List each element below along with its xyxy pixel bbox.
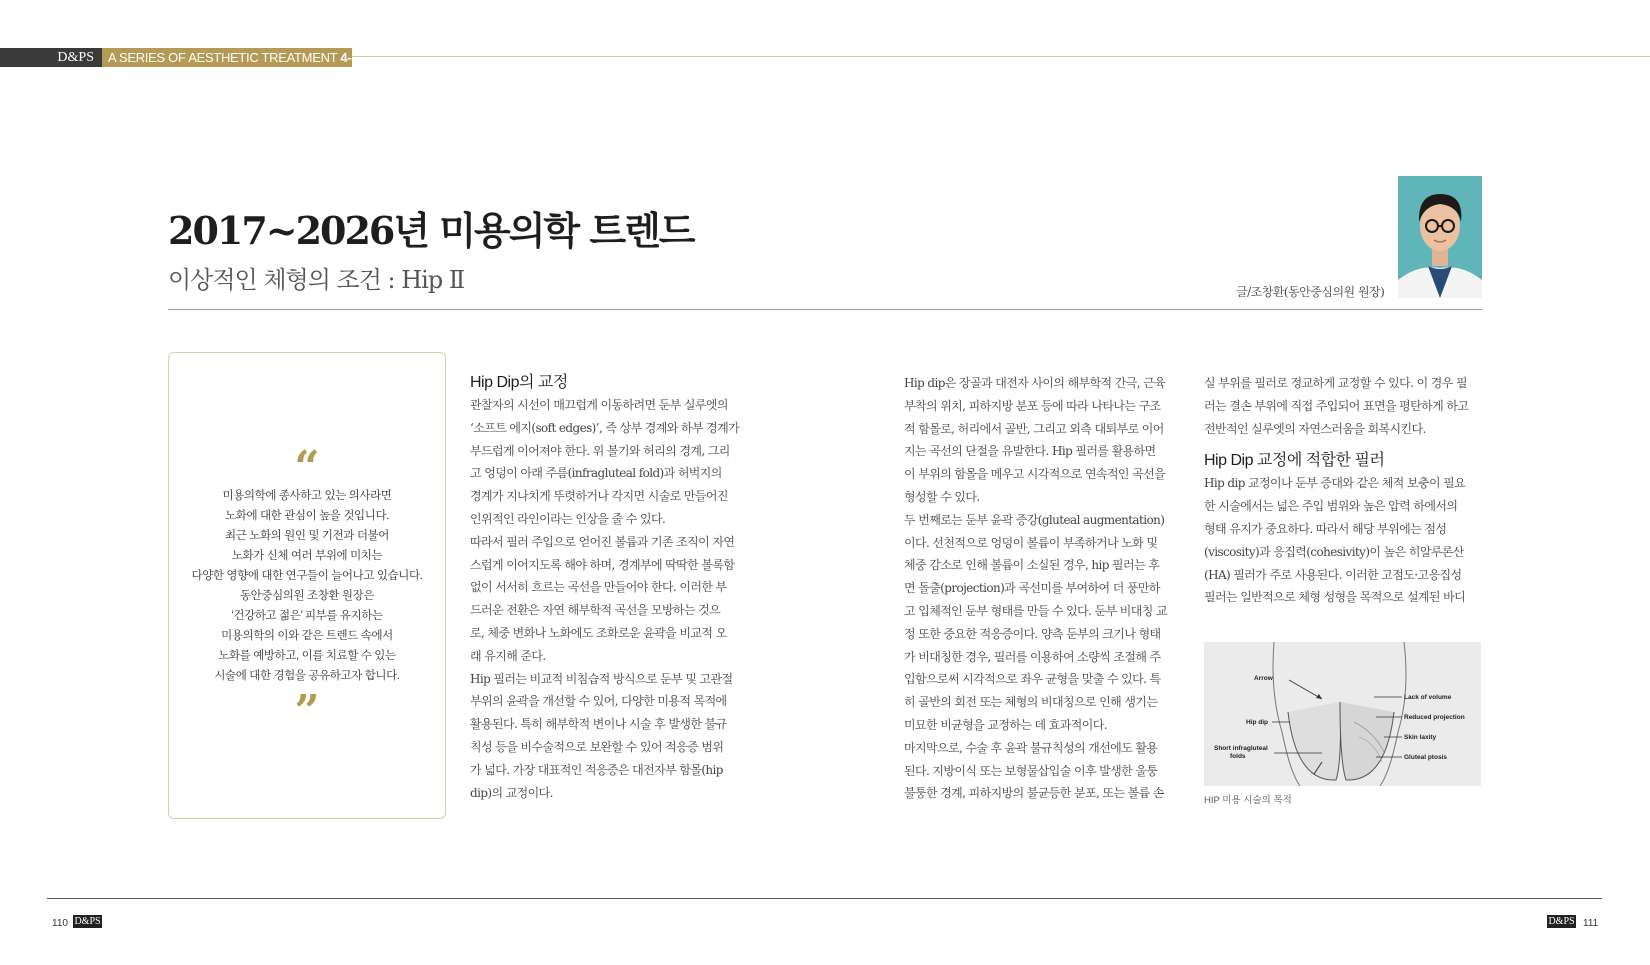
body-line: 부드럽게 이어져야 한다. 위 볼기와 허리의 경계, 그리 (470, 443, 730, 458)
column-3-body-top (1204, 372, 1481, 440)
author-byline: 글/조창환(동안중심의원 원장) (1236, 285, 1385, 299)
body-line: Hip dip 교정이나 둔부 증대와 같은 체적 보충이 필요 (1204, 476, 1466, 491)
page-number-left: 110 (52, 918, 68, 929)
body-line: 없이 서서히 흐르는 곡선을 만들어야 한다. 이러한 부 (470, 580, 727, 595)
body-line: 로, 체중 변화나 노화에도 조화로운 윤곽을 비교적 오 (470, 625, 727, 640)
figure-label-arrow: Arrow (1254, 675, 1273, 682)
author-photo (1398, 176, 1482, 298)
footer-divider (47, 898, 1602, 899)
body-line: ‘소프트 에지(soft edges)’, 즉 상부 경계와 하부 경계가 (470, 420, 740, 435)
body-line: 정 또한 중요한 적응증이다. 양측 둔부의 크기나 형태 (904, 626, 1161, 641)
section-heading-filler: Hip Dip 교정에 적합한 필러 (1204, 452, 1385, 470)
body-line: (HA) 필러가 주로 사용된다. 이러한 고점도·고응집성 (1204, 567, 1462, 582)
body-line: 필러는 일반적으로 체형 성형을 목적으로 설계된 바디 (1204, 590, 1466, 605)
body-line: 된다. 지방이식 또는 보형물삽입술 이후 발생한 울퉁 (904, 763, 1158, 778)
body-line: 형태 유지가 중요하다. 따라서 해당 부위에는 점성 (1204, 521, 1447, 536)
brand-name: D&PS (57, 50, 94, 65)
body-line: 이다. 선천적으로 엉덩이 볼륨이 부족하거나 노화 및 (904, 535, 1158, 550)
close-quote-icon: ” (294, 686, 320, 737)
body-line: 면 돌출(projection)과 곡선미를 부여하여 더 풍만하 (904, 581, 1160, 596)
body-line: 경계가 지나치게 뚜렷하거나 각지면 시술로 만들어진 (470, 489, 728, 504)
series-badge (102, 48, 352, 84)
page-title: 2017~2026년 미용의학 트렌드 (168, 208, 694, 253)
body-line: Hip 필러는 비교적 비침습적 방식으로 둔부 및 고관절 (470, 671, 733, 686)
quote-line: 미용의학의 이와 같은 트렌드 속에서 (221, 630, 393, 642)
quote-line: ‘건강하고 젊은’ 피부를 유지하는 (231, 610, 383, 622)
body-line: 러는 결손 부위에 직접 주입되어 표면을 평탄하게 하고 (1204, 398, 1469, 413)
quote-line: 동안중심의원 조창환 원장은 (239, 590, 375, 602)
figure-label-reduced-projection: Reduced projection (1404, 714, 1465, 721)
body-line: 히 골반의 회전 또는 체형의 비대칭으로 인해 생기는 (904, 695, 1158, 710)
footer-logo-right: D&PS (1548, 916, 1575, 927)
quote-line: 다양한 영향에 대한 연구들이 늘어나고 있습니다. (191, 570, 423, 582)
column-3-body-bottom (1204, 472, 1481, 609)
figure-label-gluteal-ptosis: Gluteal ptosis (1404, 754, 1447, 761)
quote-line: 최근 노화의 원인 및 기전과 더불어 (225, 530, 389, 542)
article-column-1 (470, 372, 747, 804)
body-line: 래 유지해 준다. (470, 648, 546, 663)
body-line: 고 입체적인 둔부 형태를 만들 수 있다. 둔부 비대칭 교 (904, 603, 1167, 618)
quote-line: 노화를 예방하고, 이를 치료할 수 있는 (218, 650, 396, 662)
page-number-right: 111 (1583, 918, 1599, 929)
body-line: 가 넓다. 가장 대표적인 적응증은 대전자부 함몰(hip (470, 762, 723, 777)
body-line: 한 시술에서는 넓은 주입 범위와 높은 압력 하에서의 (1204, 499, 1458, 514)
body-line: 이 부위의 함몰을 메우고 시각적으로 연속적인 곡선을 (904, 467, 1166, 482)
body-line: 따라서 필러 주입으로 얻어진 볼륨과 기존 조직이 자연 (470, 534, 735, 549)
body-line: 고 엉덩이 아래 주름(infragluteal fold)과 허벅지의 (470, 466, 722, 481)
figure-caption: HIP 미용 시술의 목적 (1204, 795, 1292, 806)
brand-badge (0, 48, 102, 67)
footer-logo-left: D&PS (74, 916, 101, 927)
body-line: 칙성 등을 비수술적으로 보완할 수 있어 적응증 범위 (470, 739, 724, 754)
title-divider (168, 309, 1482, 310)
column-1-body (470, 394, 747, 804)
body-line: 적 함몰로, 허리에서 골반, 그리고 외측 대퇴부로 이어 (904, 421, 1164, 436)
header-divider (352, 56, 1650, 57)
series-number: 4-112 (108, 50, 352, 84)
body-line: 두 번째로는 둔부 윤곽 증강(gluteal augmentation) (904, 512, 1165, 527)
body-line: 부착의 위치, 피하지방 분포 등에 따라 나타나는 구조 (904, 398, 1161, 413)
figure-label-short-folds: Short infragluteal (1214, 745, 1268, 752)
hip-figure-illustration (1204, 642, 1481, 786)
figure-label-skin-laxity: Skin laxity (1404, 734, 1437, 741)
body-line: 체중 감소로 인해 볼륨이 소실된 경우, hip 필러는 후 (904, 558, 1160, 573)
figure-label-lack-volume: Lack of volume (1404, 694, 1452, 701)
body-line: 드러운 전환은 자연 해부학적 곡선을 모방하는 것으 (470, 603, 721, 618)
body-line: dip)의 교정이다. (470, 785, 553, 800)
body-line: 관찰자의 시선이 매끄럽게 이동하려면 둔부 실루엣의 (470, 398, 728, 412)
body-line: 가 비대칭한 경우, 필러를 이용하여 소량씩 조절해 주 (904, 649, 1161, 664)
article-column-3 (1204, 372, 1481, 609)
figure-label-short-folds-2: folds (1230, 753, 1246, 760)
quote-line: 노화가 신체 여러 부위에 미치는 (231, 550, 383, 562)
quote-line: 시술에 대한 경험을 공유하고자 합니다. (214, 670, 400, 682)
body-line: 전반적인 실루엣의 자연스러움을 회복시킨다. (1204, 421, 1426, 436)
open-quote-icon: “ (294, 442, 320, 493)
section-heading-hip-dip: Hip Dip의 교정 (470, 374, 568, 391)
body-line: (viscosity)과 응집력(cohesivity)이 높은 히알루론산 (1204, 544, 1464, 559)
page-subtitle: 이상적인 체형의 조건 : Hip Ⅱ (168, 266, 465, 294)
body-line: 실 부위를 필러로 정교하게 교정할 수 있다. 이 경우 필 (1204, 376, 1467, 390)
body-line: 미묘한 비균형을 교정하는 데 효과적이다. (904, 717, 1107, 732)
quote-line: 미용의학에 종사하고 있는 의사라면 (222, 490, 392, 502)
quote-text (178, 486, 436, 686)
body-line: 형성할 수 있다. (904, 489, 980, 504)
column-2-body (904, 372, 1181, 805)
body-line: 인위적인 라인이라는 인상을 줄 수 있다. (470, 511, 666, 526)
quote-line: 노화에 대한 관심이 높을 것입니다. (225, 510, 389, 522)
body-line: 마지막으로, 수술 후 윤곽 불규칙성의 개선에도 활용 (904, 740, 1158, 755)
body-line: 입함으로써 시각적으로 좌우 균형을 맞출 수 있다. 특 (904, 672, 1161, 687)
article-column-2 (904, 372, 1181, 805)
body-line: 활용된다. 특히 해부학적 변이나 시술 후 발생한 불규 (470, 717, 727, 732)
body-line: 불퉁한 경계, 피하지방의 불균등한 분포, 또는 볼륨 손 (904, 786, 1164, 801)
figure-label-hip-dip: Hip dip (1246, 719, 1269, 726)
body-line: 부위의 윤곽을 개선할 수 있어, 다양한 미용적 목적에 (470, 694, 727, 709)
body-line: 스럽게 이어지도록 해야 하며, 경계부에 딱딱한 볼록함 (470, 557, 735, 572)
body-line: Hip dip은 장골과 대전자 사이의 해부학적 간극, 근육 (904, 376, 1166, 390)
body-line: 지는 곡선의 단절을 유발한다. Hip 필러를 활용하면 (904, 444, 1156, 459)
series-label: A SERIES OF AESTHETIC TREATMENT (108, 50, 341, 65)
